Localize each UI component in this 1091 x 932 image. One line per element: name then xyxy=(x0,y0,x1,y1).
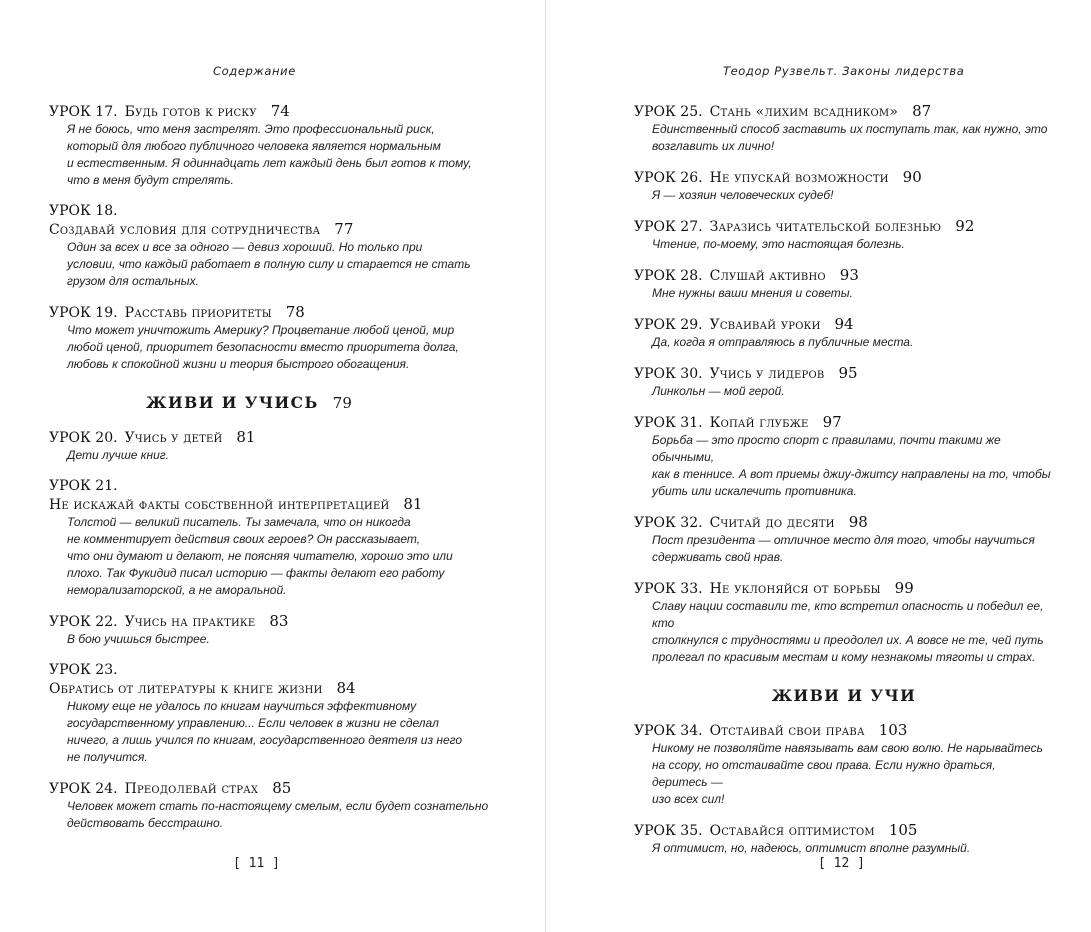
toc-entry xyxy=(634,266,1054,302)
lesson-title: Учись у лидеров xyxy=(709,366,825,382)
lesson-quote xyxy=(67,698,509,766)
toc-entry xyxy=(49,612,509,648)
lesson-title-line xyxy=(49,102,509,121)
lesson-title: Оставайся оптимистом xyxy=(709,823,875,839)
quote-line: на ссору, но отстаивайте свои права. Если нужно драться, деритесь — xyxy=(652,758,996,789)
toc-entry xyxy=(634,821,1054,857)
lesson-title-line xyxy=(634,102,1054,121)
lesson-title: Усваивай уроки xyxy=(709,317,821,333)
toc-entry xyxy=(634,413,1054,500)
section-heading xyxy=(634,686,1054,705)
lesson-title-line xyxy=(634,413,1054,432)
lesson-quote xyxy=(67,798,509,832)
quote-line: Человек может стать по-настоящему смелым, если будет сознательно xyxy=(67,799,489,813)
lesson-quote xyxy=(67,322,509,373)
lesson-title-line xyxy=(49,303,509,322)
lesson-title: Отстаивай свои права xyxy=(709,723,865,739)
lesson-quote xyxy=(652,598,1054,666)
quote-line: Линкольн — мой герой. xyxy=(652,384,785,398)
lesson-title: Преодолевай страх xyxy=(124,781,259,797)
lesson-label: УРОК 35. xyxy=(634,823,703,839)
lesson-label: УРОК 34. xyxy=(634,723,703,739)
lesson-page-number: 90 xyxy=(902,168,922,186)
lesson-quote xyxy=(652,187,1054,204)
lesson-title-line xyxy=(634,579,1054,598)
lesson-page-number: 97 xyxy=(822,413,842,431)
lesson-title: Считай до десяти xyxy=(709,515,835,531)
quote-line: не комментирует действия своих героев? Он рассказывает, xyxy=(67,532,421,546)
lesson-title: Обратись от литературы к книге жизни xyxy=(49,681,323,697)
quote-line: пролегал по красивым местам и кому незнакомы тяготы и страх. xyxy=(652,650,1036,664)
quote-line: ничего, а лишь учился по книгам, государственного деятеля из него xyxy=(67,733,463,747)
lesson-page-number: 81 xyxy=(403,495,423,513)
lesson-page-number: 87 xyxy=(912,102,932,120)
toc-entry xyxy=(49,779,509,832)
lesson-page-number: 81 xyxy=(236,428,256,446)
quote-line: столкнулся с трудностями и преодолел их. А вовсе не те, чей путь xyxy=(652,633,1044,647)
lesson-label: УРОК 17. xyxy=(49,104,118,120)
quote-line: который для любого публичного человека является нормальным xyxy=(67,139,441,153)
lesson-quote xyxy=(652,121,1054,155)
lesson-title-line xyxy=(49,612,509,631)
lesson-title-line xyxy=(634,315,1054,334)
quote-line: Толстой — великий писатель. Ты замечала, что он никогда xyxy=(67,515,411,529)
toc-entry xyxy=(634,513,1054,566)
lesson-title-line xyxy=(49,428,509,447)
lesson-page-number: 103 xyxy=(878,721,908,739)
lesson-label-line xyxy=(49,202,509,220)
right-page xyxy=(545,0,1091,932)
toc-entry xyxy=(49,661,509,766)
lesson-title-line xyxy=(634,168,1054,187)
lesson-label: УРОК 23. xyxy=(49,662,118,678)
quote-line: любовь к спокойной жизни и теория быстрого обогащения. xyxy=(67,357,410,371)
lesson-page-number: 105 xyxy=(888,821,918,839)
lesson-page-number: 95 xyxy=(838,364,858,382)
lesson-label: УРОК 20. xyxy=(49,430,118,446)
lesson-title: Будь готов к риску xyxy=(124,104,257,120)
lesson-page-number: 93 xyxy=(839,266,859,284)
lesson-label: УРОК 33. xyxy=(634,581,703,597)
quote-line: Пост президента — отличное место для того, чтобы научиться xyxy=(652,533,1035,547)
quote-line: что в меня будут стрелять. xyxy=(67,173,234,187)
lesson-quote xyxy=(67,121,509,189)
quote-line: Единственный способ заставить их поступать так, как нужно, это xyxy=(652,122,1048,136)
lesson-label: УРОК 21. xyxy=(49,478,118,494)
lesson-label: УРОК 19. xyxy=(49,305,118,321)
lesson-quote xyxy=(652,740,1054,808)
lesson-title-line xyxy=(49,779,509,798)
lesson-title: Расставь приоритеты xyxy=(124,305,272,321)
lesson-title-line xyxy=(634,513,1054,532)
lesson-title: Учись у детей xyxy=(124,430,223,446)
quote-line: возглавить их лично! xyxy=(652,139,775,153)
lesson-label-line xyxy=(49,477,509,495)
quote-line: Один за всех и все за одного — девиз хороший. Но только при xyxy=(67,240,423,254)
toc-entry xyxy=(49,202,509,290)
lesson-quote xyxy=(652,532,1054,566)
lesson-quote xyxy=(67,514,509,599)
lesson-page-number: 92 xyxy=(955,217,975,235)
lesson-quote xyxy=(652,236,1054,253)
lesson-page-number: 98 xyxy=(848,513,868,531)
quote-line: Я не боюсь, что меня застрелят. Это профессиональный риск, xyxy=(67,122,435,136)
running-head: Теодор Рузвельт. Законы лидерства xyxy=(723,64,965,78)
page-number: [ 12 ] xyxy=(818,856,865,871)
lesson-quote xyxy=(652,840,1054,857)
quote-line: грузом для остальных. xyxy=(67,274,199,288)
lesson-label: УРОК 31. xyxy=(634,415,703,431)
lesson-page-number: 77 xyxy=(334,220,354,238)
lesson-title: Не искажай факты собственной интерпретацией xyxy=(49,497,390,513)
section-heading xyxy=(49,393,449,412)
quote-line: и естественным. Я одиннадцать лет каждый день был готов к тому, xyxy=(67,156,472,170)
toc-entry xyxy=(634,168,1054,204)
quote-line: неморализаторской, а не аморальной. xyxy=(67,583,287,597)
lesson-label: УРОК 28. xyxy=(634,268,703,284)
quote-line: убить или искалечить противника. xyxy=(652,484,857,498)
quote-line: государственному управлению... Если человек в жизни не сделал xyxy=(67,716,439,730)
lesson-page-number: 84 xyxy=(336,679,356,697)
lesson-title-line xyxy=(634,266,1054,285)
toc-entry xyxy=(634,579,1054,666)
lesson-title: Не уклоняйся от борьбы xyxy=(709,581,881,597)
toc-entry xyxy=(49,477,509,599)
lesson-title: Учись на практике xyxy=(124,614,256,630)
lesson-title: Стань «лихим всадником» xyxy=(709,104,899,120)
lesson-label: УРОК 29. xyxy=(634,317,703,333)
running-head: Содержание xyxy=(213,64,296,78)
lesson-title-line xyxy=(49,220,509,239)
lesson-label: УРОК 27. xyxy=(634,219,703,235)
quote-line: как в теннисе. А вот приемы джиу-джитсу направлены на то, чтобы xyxy=(652,467,1051,481)
toc-entry xyxy=(49,303,509,373)
lesson-label: УРОК 32. xyxy=(634,515,703,531)
contents-list xyxy=(49,102,509,845)
lesson-quote xyxy=(652,383,1054,400)
page-number: [ 11 ] xyxy=(233,856,280,871)
lesson-title: Заразись читательской болезнью xyxy=(709,219,942,235)
lesson-quote xyxy=(67,631,509,648)
lesson-page-number: 99 xyxy=(894,579,914,597)
lesson-label: УРОК 30. xyxy=(634,366,703,382)
quote-line: В бою учишься быстрее. xyxy=(67,632,210,646)
lesson-title: Слушай активно xyxy=(709,268,826,284)
lesson-quote xyxy=(652,334,1054,351)
section-title: ЖИВИ И УЧИ xyxy=(771,686,917,705)
section-page-number: 79 xyxy=(332,394,352,412)
quote-line: Славу нации составили те, кто встретил опасность и победил ее, кто xyxy=(652,599,1044,630)
quote-line: Борьба — это просто спорт с правилами, почти такими же обычными, xyxy=(652,433,1001,464)
quote-line: Чтение, по-моему, это настоящая болезнь. xyxy=(652,237,905,251)
quote-line: Дети лучше книг. xyxy=(67,448,169,462)
quote-line: действовать бесстрашно. xyxy=(67,816,224,830)
lesson-title-line xyxy=(49,679,509,698)
toc-entry xyxy=(634,217,1054,253)
lesson-title-line xyxy=(49,495,509,514)
quote-line: Я оптимист, но, надеюсь, оптимист вполне разумный. xyxy=(652,841,971,855)
quote-line: Да, когда я отправляюсь в публичные места. xyxy=(652,335,914,349)
quote-line: не получится. xyxy=(67,750,148,764)
quote-line: Я — хозяин человеческих судеб! xyxy=(652,188,834,202)
lesson-label: УРОК 25. xyxy=(634,104,703,120)
lesson-quote xyxy=(652,285,1054,302)
toc-entry xyxy=(634,364,1054,400)
lesson-label-line xyxy=(49,661,509,679)
lesson-title-line xyxy=(634,217,1054,236)
left-page xyxy=(0,0,545,932)
lesson-title: Копай глубже xyxy=(709,415,809,431)
lesson-quote xyxy=(67,239,509,290)
quote-line: условии, что каждый работает в полную силу и старается не стать xyxy=(67,257,471,271)
lesson-page-number: 85 xyxy=(272,779,292,797)
contents-list xyxy=(634,102,1054,870)
quote-line: изо всех сил! xyxy=(652,792,725,806)
lesson-label: УРОК 24. xyxy=(49,781,118,797)
toc-entry xyxy=(49,428,509,464)
lesson-page-number: 78 xyxy=(285,303,305,321)
quote-line: Что может уничтожить Америку? Процветание любой ценой, мир xyxy=(67,323,455,337)
lesson-title: Создавай условия для сотрудничества xyxy=(49,222,321,238)
lesson-label: УРОК 22. xyxy=(49,614,118,630)
lesson-title-line xyxy=(634,821,1054,840)
quote-line: Никому еще не удалось по книгам научиться эффективному xyxy=(67,699,417,713)
toc-entry xyxy=(634,315,1054,351)
toc-entry xyxy=(634,721,1054,808)
lesson-quote xyxy=(652,432,1054,500)
quote-line: Никому не позволяйте навязывать вам свою волю. Не нарывайтесь xyxy=(652,741,1043,755)
lesson-title-line xyxy=(634,721,1054,740)
lesson-label: УРОК 18. xyxy=(49,203,118,219)
quote-line: Мне нужны ваши мнения и советы. xyxy=(652,286,853,300)
quote-line: любой ценой, приоритет безопасности вместо приоритета долга, xyxy=(67,340,459,354)
lesson-title: Не упускай возможности xyxy=(709,170,889,186)
lesson-quote xyxy=(67,447,509,464)
toc-entry xyxy=(634,102,1054,155)
lesson-page-number: 83 xyxy=(269,612,289,630)
lesson-title-line xyxy=(634,364,1054,383)
lesson-page-number: 94 xyxy=(834,315,854,333)
toc-entry xyxy=(49,102,509,189)
quote-line: что они думают и делают, не поясняя читателю, хорошо это или xyxy=(67,549,453,563)
lesson-page-number: 74 xyxy=(270,102,290,120)
quote-line: сдерживать свой нрав. xyxy=(652,550,784,564)
section-title: ЖИВИ И УЧИСЬ xyxy=(146,393,319,412)
quote-line: плохо. Так Фукидид писал историю — факты делают его работу xyxy=(67,566,445,580)
lesson-label: УРОК 26. xyxy=(634,170,703,186)
